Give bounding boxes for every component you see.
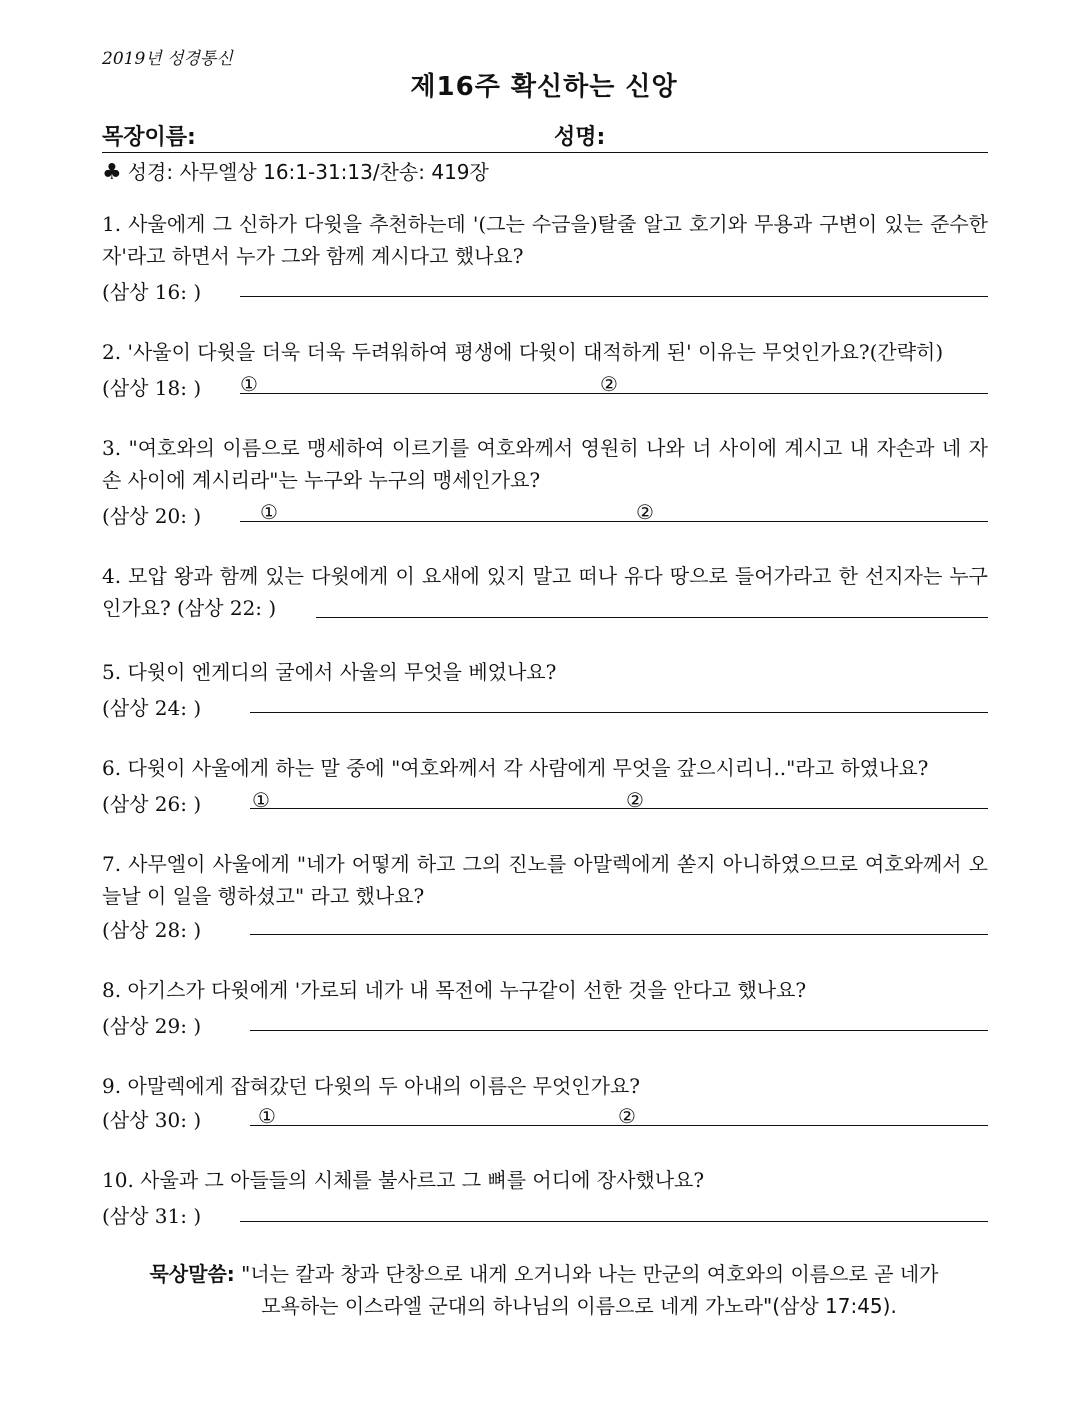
circle-two-icon: ② <box>636 500 654 524</box>
question-5: 5. 다윗이 엔게디의 굴에서 사울의 무엇을 베었나요? <box>102 660 557 684</box>
question-2-reference: (삼상 18: ) <box>102 376 202 400</box>
circle-two-icon: ② <box>626 788 644 812</box>
question-4: 4. 모압 왕과 함께 있는 다윗에게 이 요새에 있지 말고 떠나 유다 땅으로 들어가라고 한 선지자는 누구인가요? (삼상 22: ) <box>102 564 988 620</box>
circle-two-icon: ② <box>618 1104 636 1128</box>
question-7-reference: (삼상 28: ) <box>102 918 202 942</box>
circle-two-icon: ② <box>600 372 618 396</box>
question-9: 9. 아말렉에게 잡혀갔던 다윗의 두 아내의 이름은 무엇인가요? <box>102 1074 640 1098</box>
question-3-reference: (삼상 20: ) <box>102 504 202 528</box>
bible-reading-line <box>102 156 489 185</box>
answer-line-6[interactable] <box>250 808 988 809</box>
circle-one-icon: ① <box>252 788 270 812</box>
bible-reading-text: 성경: 사무엘상 16:1-31:13/찬송: 419장 <box>127 160 489 184</box>
circle-one-icon: ① <box>258 1104 276 1128</box>
memory-verse-text-1: "너는 칼과 창과 단창으로 내게 오거니와 나는 만군의 여호와의 이름으로 곧 네가 <box>241 1262 939 1286</box>
club-icon: ♣ <box>102 160 122 185</box>
question-10-reference: (삼상 31: ) <box>102 1204 202 1228</box>
memory-verse-line-1 <box>0 1258 1088 1290</box>
memory-verse-line-2 <box>0 1290 1088 1322</box>
handwritten-header: 2019년 성경통신 <box>102 49 233 69</box>
answer-line-5[interactable] <box>250 712 988 713</box>
memory-verse-label: 묵상말씀: <box>149 1262 235 1286</box>
group-name-label: 목장이름: <box>102 125 196 150</box>
circle-one-icon: ① <box>240 372 258 396</box>
answer-line-8[interactable] <box>250 1030 988 1031</box>
question-2: 2. '사울이 다윗을 더욱 더욱 두려워하여 평생에 다윗이 대적하게 된' 이유는 무엇인가요?(간략히) <box>102 340 944 364</box>
question-1-reference: (삼상 16: ) <box>102 280 202 304</box>
memory-verse-text-2: 모욕하는 이스라엘 군대의 하나님의 이름으로 네게 가노라"(삼상 17:45). <box>261 1294 897 1318</box>
answer-line-4[interactable] <box>316 617 988 618</box>
question-10: 10. 사울과 그 아들들의 시체를 불사르고 그 뼈를 어디에 장사했나요? <box>102 1168 705 1192</box>
page-title: 제16주 확신하는 신앙 <box>410 72 678 102</box>
question-8: 8. 아기스가 다윗에게 '가로되 네가 내 목전에 누구같이 선한 것을 안다고 했나요? <box>102 978 807 1002</box>
question-6: 6. 다윗이 사울에게 하는 말 중에 "여호와께서 각 사람에게 무엇을 갚으시리니.."라고 하였나요? <box>102 756 929 780</box>
question-9-reference: (삼상 30: ) <box>102 1108 202 1132</box>
answer-line-10[interactable] <box>240 1221 988 1222</box>
person-name-label: 성명: <box>554 125 606 150</box>
circle-one-icon: ① <box>260 500 278 524</box>
answer-line-1[interactable] <box>240 296 988 297</box>
question-1: 1. 사울에게 그 신하가 다윗을 추천하는데 '(그는 수금을)탈줄 알고 호기와 무용과 구변이 있는 준수한 자'라고 하면서 누가 그와 함께 계시다고 했나요? <box>102 212 988 268</box>
question-3: 3. "여호와의 이름으로 맹세하여 이르기를 여호와께서 영원히 나와 너 사이에 계시고 내 자손과 네 자손 사이에 계시리라"는 누구와 누구의 맹세인가요? <box>102 436 988 492</box>
question-8-reference: (삼상 29: ) <box>102 1014 202 1038</box>
name-line <box>102 124 988 153</box>
question-5-reference: (삼상 24: ) <box>102 696 202 720</box>
question-6-reference: (삼상 26: ) <box>102 792 202 816</box>
question-7: 7. 사무엘이 사울에게 "네가 어떻게 하고 그의 진노를 아말렉에게 쏟지 아니하였으므로 여호와께서 오늘날 이 일을 행하셨고" 라고 했나요? <box>102 852 988 908</box>
memory-verse <box>0 1258 1088 1322</box>
answer-line-7[interactable] <box>250 934 988 935</box>
answer-line-3[interactable] <box>240 521 988 522</box>
